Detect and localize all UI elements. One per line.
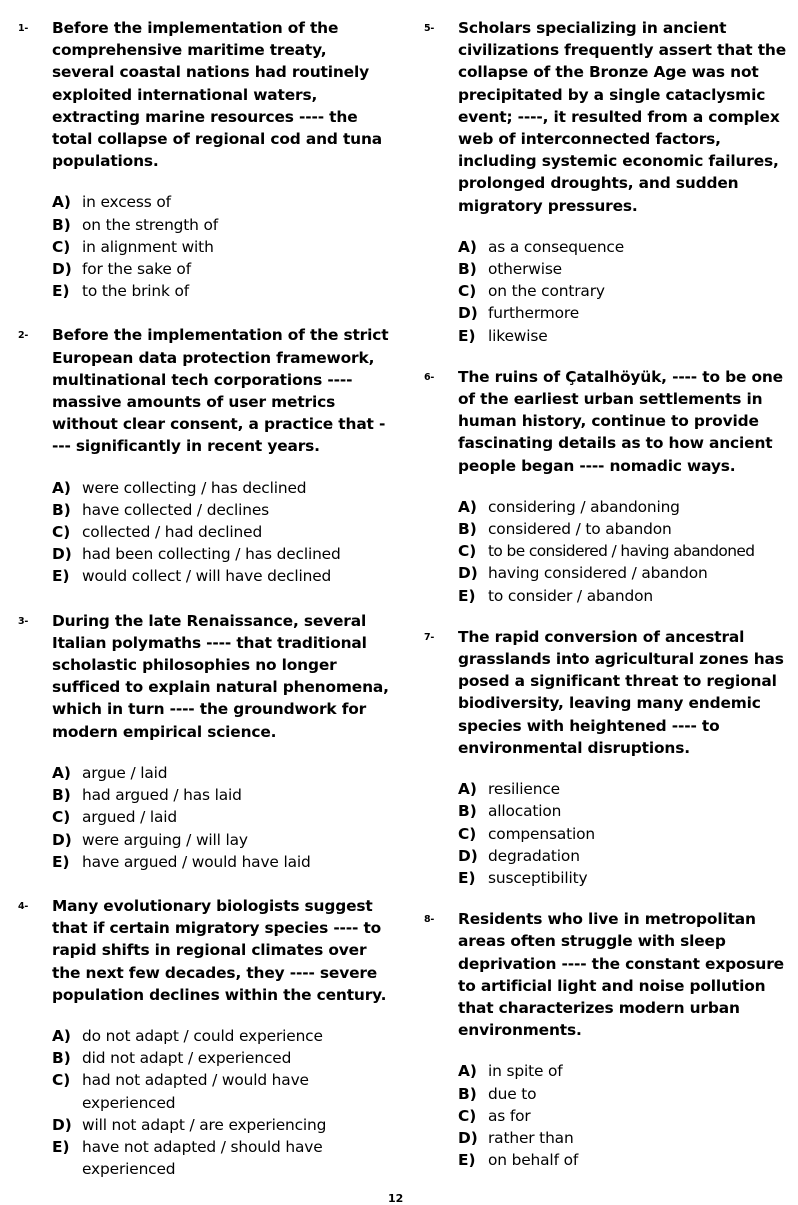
option-text: on the contrary (488, 282, 605, 301)
question-stem: Before the implementation of the comprehensive maritime treaty, several coastal nations had routinely exploited international waters, extracting marine resources ---- the total collapse of regional cod and tuna populations. (52, 19, 383, 171)
answer-option-b[interactable] (458, 258, 790, 280)
option-text: likewise (488, 326, 548, 345)
answer-options (458, 236, 790, 347)
question-number: 1- (18, 23, 29, 34)
question-2 (18, 324, 390, 587)
answer-option-d[interactable] (52, 1114, 390, 1136)
option-letter: E) (458, 586, 476, 605)
answer-option-b[interactable] (458, 518, 790, 540)
answer-options (458, 496, 790, 607)
answer-option-e[interactable] (52, 280, 390, 302)
option-letter: D) (458, 304, 478, 323)
option-text: on behalf of (488, 1151, 579, 1170)
option-text: considered / to abandon (488, 520, 672, 539)
option-text: had been collecting / has declined (82, 545, 341, 564)
answer-option-b[interactable] (52, 499, 390, 521)
option-letter: C) (458, 1106, 477, 1125)
option-letter: A) (458, 780, 477, 799)
option-text: for the sake of (82, 260, 191, 279)
option-text: had argued / has laid (82, 786, 242, 805)
option-text: due to (488, 1084, 537, 1103)
option-text: compensation (488, 824, 595, 843)
question-number: 4- (18, 900, 29, 912)
option-text: were arguing / will lay (82, 830, 248, 849)
option-letter: E) (458, 868, 476, 887)
answer-option-a[interactable] (458, 1060, 790, 1082)
option-text: furthermore (488, 304, 580, 323)
answer-option-b[interactable] (52, 1047, 390, 1069)
right-column (424, 17, 790, 1171)
option-text: did not adapt / experienced (82, 1049, 292, 1068)
option-text: resilience (488, 780, 560, 799)
question-number: 5- (424, 23, 435, 34)
question-number: 6- (424, 371, 435, 383)
option-letter: D) (52, 260, 72, 279)
question-7 (424, 626, 790, 889)
option-text: argued / laid (82, 808, 178, 827)
option-text: to consider / abandon (488, 586, 653, 605)
option-letter: C) (458, 282, 477, 301)
option-letter: E) (52, 567, 70, 586)
question-3 (18, 610, 390, 873)
answer-option-d[interactable] (458, 302, 790, 324)
option-letter: B) (52, 786, 71, 805)
option-text: to the brink of (82, 282, 190, 301)
question-stem: Scholars specializing in ancient civilizations frequently assert that the collapse of the Bronze Age was not precipitated by a single cataclysmic event; ----, it resulted from a complex web of interconnected factors, including systemic economic failures, prolonged droughts, and sudden migratory pressures. (458, 19, 787, 215)
option-letter: B) (458, 802, 477, 821)
answer-options (52, 477, 390, 588)
answer-option-c[interactable] (52, 806, 390, 828)
option-letter: A) (458, 237, 477, 256)
option-text: have collected / declines (82, 500, 270, 519)
option-text: having considered / abandon (488, 564, 708, 583)
page-number: 12 (388, 1192, 404, 1205)
answer-option-c[interactable] (52, 1069, 390, 1113)
left-column (18, 17, 390, 1180)
option-text: in spite of (488, 1062, 563, 1081)
answer-option-e[interactable] (458, 867, 790, 889)
option-letter: D) (52, 1115, 72, 1134)
option-letter: E) (52, 1137, 70, 1156)
option-text: otherwise (488, 260, 563, 279)
question-stem: Residents who live in metropolitan areas often struggle with sleep deprivation ---- the constant exposure to artificial light and noise pollution that characterizes modern urban environments. (458, 910, 784, 1040)
answer-options (458, 1060, 790, 1171)
answer-option-c[interactable] (52, 236, 390, 258)
answer-option-d[interactable] (52, 258, 390, 280)
answer-option-a[interactable] (52, 762, 390, 784)
option-text: allocation (488, 802, 562, 821)
option-letter: C) (52, 1071, 71, 1090)
option-text: do not adapt / could experience (82, 1026, 323, 1045)
option-letter: C) (52, 523, 71, 542)
question-number: 3- (18, 615, 29, 627)
option-letter: B) (52, 1049, 71, 1068)
option-letter: A) (458, 497, 477, 516)
answer-options (52, 762, 390, 873)
answer-option-c[interactable] (458, 823, 790, 845)
answer-option-a[interactable] (52, 191, 390, 213)
option-letter: A) (52, 193, 71, 212)
option-letter: A) (52, 763, 71, 782)
answer-option-a[interactable] (458, 236, 790, 258)
option-text: were collecting / has declined (82, 478, 307, 497)
answer-options (52, 191, 390, 302)
option-letter: C) (52, 237, 71, 256)
question-8 (424, 908, 790, 1171)
answer-option-b[interactable] (458, 1083, 790, 1105)
answer-option-d[interactable] (52, 829, 390, 851)
option-text: to be considered / having abandoned (488, 542, 755, 561)
option-text: degradation (488, 846, 580, 865)
answer-option-a[interactable] (458, 778, 790, 800)
answer-option-a[interactable] (458, 496, 790, 518)
option-text: as a consequence (488, 237, 625, 256)
answer-option-e[interactable] (52, 851, 390, 873)
option-letter: C) (458, 824, 477, 843)
option-text: considering / abandoning (488, 497, 680, 516)
answer-option-d[interactable] (458, 845, 790, 867)
option-letter: E) (52, 852, 70, 871)
answer-option-d[interactable] (52, 543, 390, 565)
question-number: 2- (18, 330, 29, 342)
question-4 (18, 895, 390, 1180)
option-text: had not adapted / would have experienced (82, 1071, 309, 1112)
answer-option-e[interactable] (458, 585, 790, 607)
option-text: collected / had declined (82, 523, 263, 542)
answer-option-b[interactable] (52, 214, 390, 236)
answer-option-c[interactable] (52, 521, 390, 543)
option-text: would collect / will have declined (82, 567, 332, 586)
option-letter: E) (458, 1151, 476, 1170)
option-text: on the strength of (82, 215, 219, 234)
answer-option-e[interactable] (458, 1149, 790, 1171)
option-letter: D) (458, 846, 478, 865)
option-text: argue / laid (82, 763, 168, 782)
option-letter: B) (52, 215, 71, 234)
answer-option-e[interactable] (52, 565, 390, 587)
option-text: in alignment with (82, 237, 214, 256)
question-number: 7- (424, 631, 435, 643)
option-letter: C) (458, 542, 477, 561)
question-6 (424, 366, 790, 607)
answer-option-e[interactable] (458, 325, 790, 347)
question-5 (424, 17, 790, 347)
option-letter: D) (52, 545, 72, 564)
answer-option-b[interactable] (52, 784, 390, 806)
option-letter: D) (458, 1128, 478, 1147)
option-text: in excess of (82, 193, 171, 212)
answer-option-a[interactable] (52, 1025, 390, 1047)
answer-option-e[interactable] (52, 1136, 390, 1180)
option-text: as for (488, 1106, 531, 1125)
question-stem: The ruins of Çatalhöyük, ---- to be one of the earliest urban settlements in human history, continue to provide fascinating details as to how ancient people began ---- nomadic ways. (458, 367, 783, 475)
option-letter: B) (458, 260, 477, 279)
question-1 (18, 17, 390, 302)
answer-option-d[interactable] (458, 562, 790, 584)
option-letter: B) (52, 500, 71, 519)
option-letter: A) (52, 478, 71, 497)
option-letter: E) (52, 282, 70, 301)
answer-option-c[interactable] (458, 280, 790, 302)
option-text: will not adapt / are experiencing (82, 1115, 327, 1134)
answer-option-c[interactable] (458, 540, 790, 562)
option-letter: D) (52, 830, 72, 849)
option-text: susceptibility (488, 868, 588, 887)
option-letter: D) (458, 564, 478, 583)
option-letter: A) (52, 1026, 71, 1045)
answer-option-a[interactable] (52, 477, 390, 499)
option-text: rather than (488, 1128, 574, 1147)
answer-option-d[interactable] (458, 1127, 790, 1149)
option-letter: B) (458, 520, 477, 539)
option-letter: A) (458, 1062, 477, 1081)
question-stem: The rapid conversion of ancestral grasslands into agricultural zones has posed a significant threat to regional biodiversity, leaving many endemic species with heightened ---- to environmental disruptions. (458, 627, 784, 757)
option-letter: B) (458, 1084, 477, 1103)
question-stem: During the late Renaissance, several Italian polymaths ---- that traditional scholastic philosophies no longer sufficed to explain natural phenomena, which in turn ---- the groundwork for modern empirical science. (52, 611, 389, 741)
answer-option-b[interactable] (458, 800, 790, 822)
question-stem: Many evolutionary biologists suggest that if certain migratory species ---- to rapid shifts in regional climates over the next few decades, they ---- severe population declines within the century. (52, 896, 387, 1004)
answer-options (458, 778, 790, 889)
answer-option-c[interactable] (458, 1105, 790, 1127)
question-stem: Before the implementation of the strict European data protection framework, multinational tech corporations ---- massive amounts of user metrics without clear consent, a practice that ---- significantly in recent years. (52, 326, 389, 456)
option-text: have argued / would have laid (82, 852, 311, 871)
answer-options (52, 1025, 390, 1180)
question-number: 8- (424, 914, 435, 926)
option-letter: E) (458, 326, 476, 345)
option-text: have not adapted / should have experienced (82, 1137, 323, 1179)
option-letter: C) (52, 808, 71, 827)
